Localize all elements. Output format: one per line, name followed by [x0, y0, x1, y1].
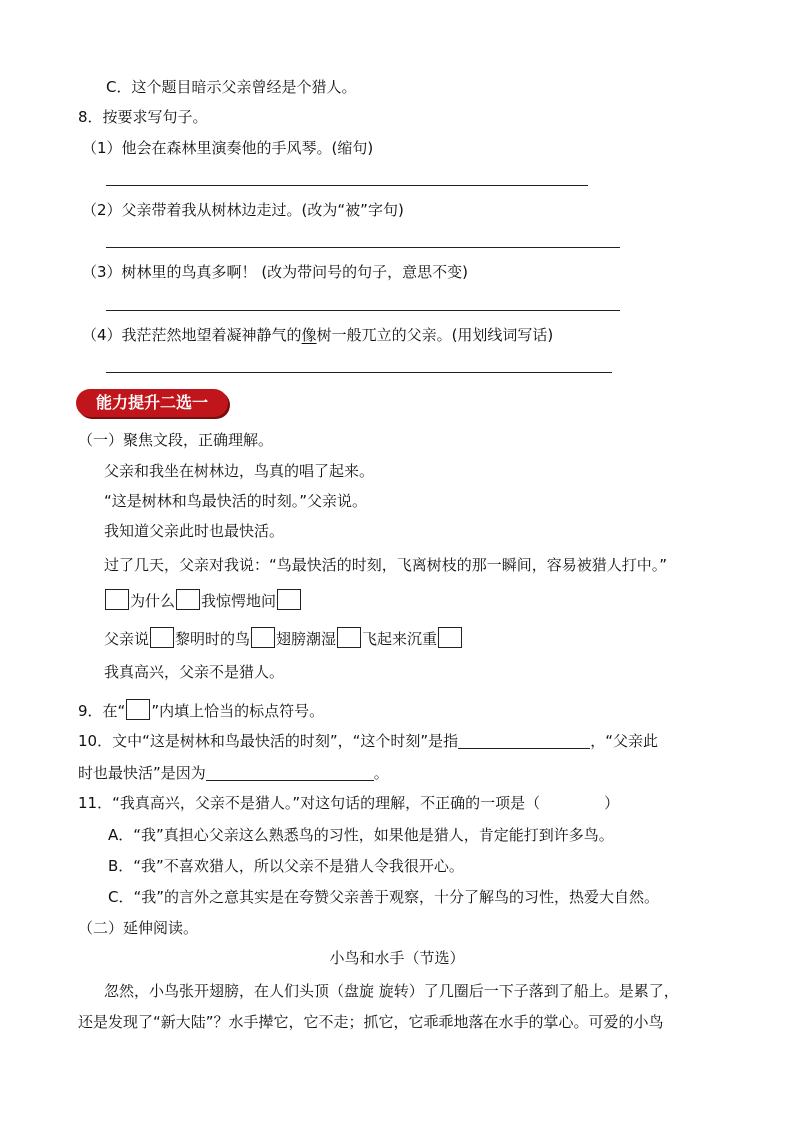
- passage-line-6: 父亲说 黎明时的鸟 翅膀潮湿 飞起来沉重: [104, 627, 463, 650]
- punct-box[interactable]: [251, 627, 275, 648]
- passage-line-4: 过了几天，父亲对我说：“鸟最快活的时刻，飞离树枝的那一瞬间，容易被猎人打中。”: [104, 556, 668, 574]
- q10-blank-2[interactable]: [206, 764, 374, 781]
- answer-line-4[interactable]: [106, 372, 612, 373]
- underlined-word: 像: [301, 326, 317, 344]
- q10-blank-1[interactable]: [458, 732, 590, 749]
- q8-item-2: （2）父亲带着我从树林边走过。(改为“被”字句): [82, 201, 404, 219]
- section-badge: 能力提升二选一: [76, 389, 228, 417]
- answer-line-1[interactable]: [106, 185, 588, 186]
- answer-line-2[interactable]: [106, 247, 620, 248]
- passage-line-1: 父亲和我坐在树林边，鸟真的唱了起来。: [104, 462, 375, 480]
- passage-line-3: 我知道父亲此时也最快活。: [104, 522, 285, 540]
- punct-box[interactable]: [277, 589, 301, 610]
- q11-option-c: C．“我”的言外之意其实是在夸赞父亲善于观察，十分了解鸟的习性，热爱大自然。: [108, 888, 660, 906]
- punct-box-sample: [126, 699, 150, 720]
- q11-stem: 11．“我真高兴，父亲不是猎人。”对这句话的理解，不正确的一项是（ ）: [78, 794, 620, 812]
- q11-option-b: B．“我”不喜欢猎人，所以父亲不是猎人令我很开心。: [108, 857, 464, 875]
- punct-box[interactable]: [438, 627, 462, 648]
- q10-line-1: 10．文中“这是树林和鸟最快活的时刻”，“这个时刻”是指 ，“父亲此: [78, 732, 658, 750]
- part1-title: （一）聚焦文段，正确理解。: [78, 431, 274, 449]
- q8-item-1: （1）他会在森林里演奏他的手风琴。(缩句): [82, 139, 374, 157]
- punct-box[interactable]: [105, 589, 129, 610]
- part2-title: （二）延伸阅读。: [78, 919, 199, 937]
- q7-option-c: C．这个题目暗示父亲曾经是个猎人。: [106, 78, 357, 96]
- passage-line-5: 为什么 我惊愕地问: [104, 589, 302, 612]
- article-title: 小鸟和水手（节选）: [329, 949, 465, 967]
- q8-title: 8．按要求写句子。: [78, 108, 208, 126]
- punct-box[interactable]: [176, 589, 200, 610]
- q9: 9．在“ ”内填上恰当的标点符号。: [78, 699, 324, 722]
- q11-option-a: A．“我”真担心父亲这么熟悉鸟的习性，如果他是猎人，肯定能打到许多鸟。: [108, 826, 614, 844]
- answer-line-3[interactable]: [106, 310, 620, 311]
- q8-item-4: （4）我茫茫然地望着凝神静气的像树一般兀立的父亲。(用划线词写话): [82, 326, 554, 344]
- punct-box[interactable]: [150, 627, 174, 648]
- article-line-2: 还是发现了“新大陆”？水手撵它，它不走；抓它，它乖乖地落在水手的掌心。可爱的小鸟: [78, 1013, 664, 1031]
- passage-line-2: “这是树林和鸟最快活的时刻。”父亲说。: [104, 492, 368, 510]
- q8-item-3: （3）树林里的鸟真多啊！ (改为带问号的句子，意思不变): [82, 263, 469, 281]
- passage-line-7: 我真高兴，父亲不是猎人。: [104, 663, 285, 681]
- punct-box[interactable]: [337, 627, 361, 648]
- article-line-1: 忽然，小鸟张开翅膀，在人们头顶（盘旋 旋转）了几圈后一下子落到了船上。是累了，: [104, 982, 679, 1000]
- q10-line-2: 时也最快活”是因为 。: [78, 764, 389, 782]
